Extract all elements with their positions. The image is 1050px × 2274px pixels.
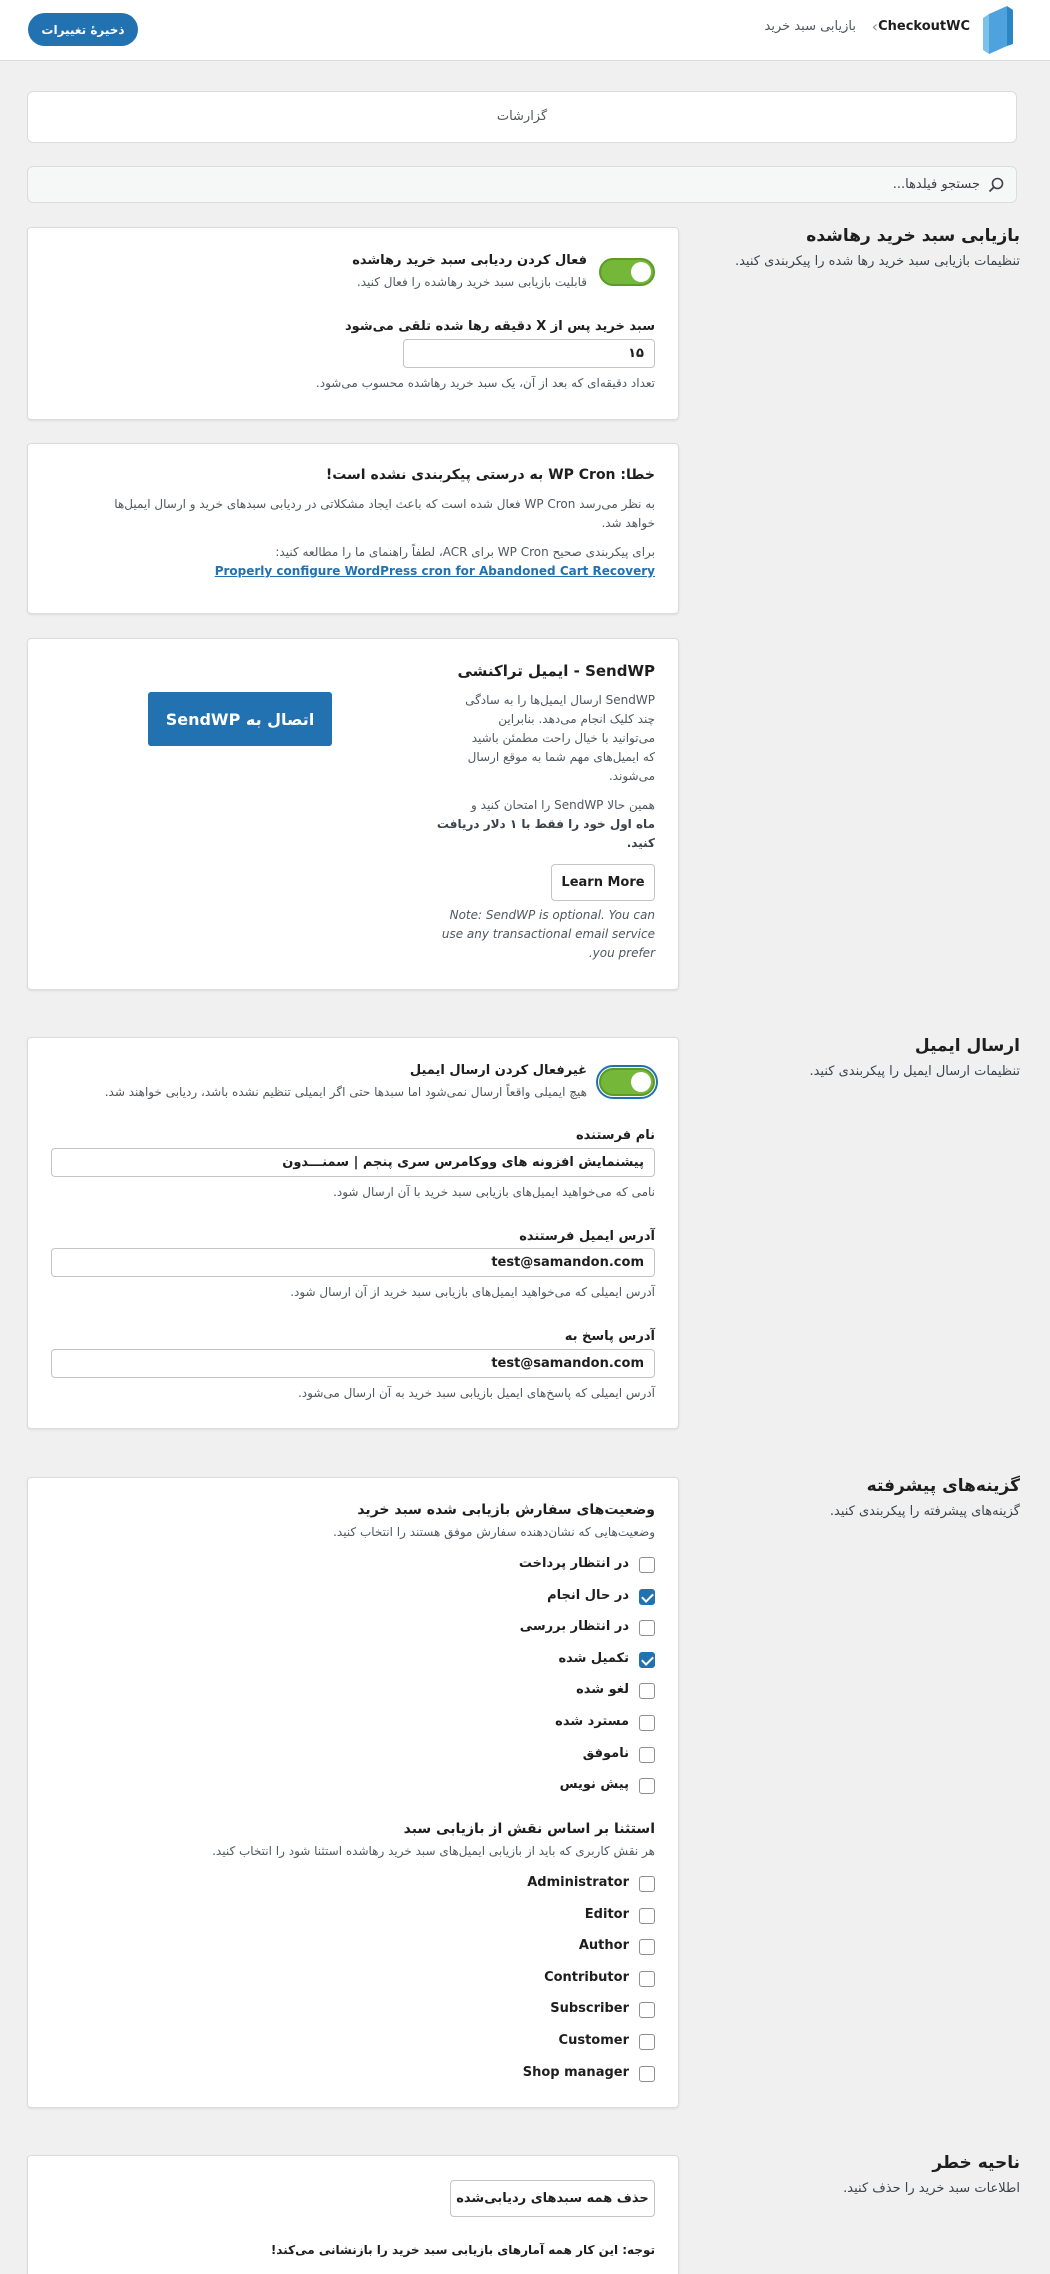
cron-error-guide: برای پیکربندی صحیح WP Cron برای ACR، لطفاً راهنمای ما را مطالعه کنید:: [275, 545, 655, 559]
order-status-checkbox[interactable]: [639, 1778, 655, 1794]
excluded-role-checkbox[interactable]: [639, 1876, 655, 1892]
sendwp-desc-line: چند کلیک انجام می‌دهد. بنابراین: [498, 712, 655, 726]
excluded-role-label: Editor: [584, 1906, 629, 1922]
cron-error-card: [27, 443, 679, 614]
reports-tab[interactable]: گزارشات: [27, 91, 1017, 143]
danger-zone-card: [27, 2155, 679, 2274]
order-status-row[interactable]: [355, 1619, 655, 1637]
from-email-label: آدرس ایمیل فرستنده: [519, 1229, 655, 1244]
sendwp-description: [435, 691, 655, 786]
sendwp-note: [435, 906, 655, 963]
abandon-minutes-help: تعداد دقیقه‌ای که بعد از آن، یک سبد خرید رهاشده محسوب می‌شود.: [315, 376, 655, 390]
order-status-checkbox[interactable]: [639, 1683, 655, 1699]
search-icon: [988, 177, 1004, 193]
order-status-row[interactable]: [355, 1556, 655, 1574]
excluded-role-checkbox[interactable]: [639, 1908, 655, 1924]
from-email-help: آدرس ایمیلی که می‌خواهید ایمیل‌های بازیابی سبد خرید از آن ارسال شود.: [290, 1285, 655, 1299]
excluded-role-label: Administrator: [527, 1875, 629, 1890]
reply-to-input[interactable]: [51, 1349, 655, 1378]
delete-tracked-carts-button[interactable]: حذف همه سبدهای ردیابی‌شده: [450, 2180, 655, 2217]
search-box: [27, 166, 1017, 203]
breadcrumb: بازیابی سبد خرید: [764, 19, 856, 34]
disable-email-label: غیرفعال کردن ارسال ایمیل: [409, 1063, 587, 1078]
sendwp-desc-line: می‌شوند.: [608, 769, 655, 783]
sendwp-desc-line: که ایمیل‌های مهم شما به موقع ارسال: [467, 750, 655, 764]
section-title-advanced: گزینه‌های پیشرفته: [866, 1476, 1020, 1496]
section-desc-email: تنظیمات ارسال ایمیل را پیکربندی کنید.: [809, 1064, 1020, 1079]
advanced-settings-card: [27, 1477, 679, 2108]
order-statuses-title: وضعیت‌های سفارش بازیابی شده سبد خرید: [357, 1502, 655, 1518]
sendwp-note-line: use any transactional email service: [441, 927, 655, 941]
excluded-roles-title: استثنا بر اساس نقش از بازیابی سبد: [403, 1821, 655, 1837]
order-status-row[interactable]: [355, 1746, 655, 1764]
excluded-role-row[interactable]: [355, 2065, 655, 2083]
order-status-row[interactable]: [355, 1714, 655, 1732]
order-status-label: در حال انجام: [547, 1587, 629, 1603]
abandon-minutes-input[interactable]: [403, 339, 655, 368]
from-name-help: نامی که می‌خواهید ایمیل‌های بازیابی سبد خرید با آن ارسال شود.: [333, 1185, 655, 1199]
excluded-role-checkbox[interactable]: [639, 2066, 655, 2082]
excluded-role-row[interactable]: [355, 2001, 655, 2019]
danger-warning: توجه: این کار همه آمارهای بازیابی سبد خرید را بازنشانی می‌کند!: [270, 2243, 655, 2257]
sendwp-card: [27, 638, 679, 990]
excluded-role-row[interactable]: [355, 1938, 655, 1956]
excluded-role-label: Author: [578, 1938, 629, 1954]
reply-to-help: آدرس ایمیلی که پاسخ‌های ایمیل بازیابی سبد خرید به آن ارسال می‌شود.: [297, 1386, 655, 1400]
excluded-roles-desc: هر نقش کاربری که باید از بازیابی ایمیل‌های سبد خرید رهاشده استثنا شود را انتخاب کنید.: [212, 1844, 655, 1858]
sendwp-note-line: .you prefer: [588, 946, 655, 960]
excluded-role-checkbox[interactable]: [639, 1939, 655, 1955]
enable-acr-label: فعال کردن ردیابی سبد خرید رهاشده: [352, 253, 587, 268]
from-name-input[interactable]: [51, 1148, 655, 1177]
sendwp-title: SendWP - ایمیل تراکنشی: [457, 662, 655, 680]
chevron-left-icon: ›: [871, 17, 878, 36]
search-input[interactable]: [80, 167, 980, 202]
excluded-role-label: Customer: [558, 2033, 629, 2048]
enable-acr-desc: قابلیت بازیابی سبد خرید رهاشده را فعال کنید.: [356, 275, 587, 289]
excluded-role-checkbox[interactable]: [639, 1971, 655, 1987]
section-title-acr: بازیابی سبد خرید رهاشده: [806, 226, 1020, 246]
save-changes-button[interactable]: ذخیرهٔ تغییرات: [28, 13, 138, 46]
excluded-role-checkbox[interactable]: [639, 2034, 655, 2050]
excluded-role-row[interactable]: [355, 2033, 655, 2051]
sendwp-offer-line: همین حالا SendWP را امتحان کنید و: [471, 798, 655, 812]
acr-settings-card: [27, 227, 679, 420]
order-status-row[interactable]: [355, 1588, 655, 1606]
checkoutwc-logo-icon: [979, 4, 1017, 54]
reply-to-label: آدرس پاسخ به: [564, 1329, 655, 1344]
connect-sendwp-button[interactable]: اتصال به SendWP: [148, 692, 332, 746]
excluded-role-label: Subscriber: [550, 2001, 629, 2017]
enable-acr-toggle[interactable]: [599, 258, 655, 286]
learn-more-button[interactable]: Learn More: [551, 864, 655, 901]
order-status-label: ناموفق: [582, 1745, 629, 1761]
abandon-minutes-label: سبد خرید پس از X دقیقه رها شده تلقی می‌شود: [345, 319, 655, 334]
section-title-email: ارسال ایمیل: [914, 1036, 1020, 1056]
sendwp-note-line: Note: SendWP is optional. You can: [449, 908, 655, 922]
order-status-label: تکمیل شده: [558, 1650, 629, 1666]
sendwp-offer-line: کنید.: [626, 836, 655, 850]
disable-email-toggle[interactable]: [599, 1068, 655, 1096]
sendwp-desc-line: SendWP ارسال ایمیل‌ها را به سادگی: [465, 693, 655, 707]
order-statuses-desc: وضعیت‌هایی که نشان‌دهنده سفارش موفق هستند را انتخاب کنید.: [333, 1525, 655, 1539]
disable-email-desc: هیچ ایمیلی واقعاً ارسال نمی‌شود اما سبدها حتی اگر ایمیلی تنظیم نشده باشد، ردیابی خواهند شد.: [104, 1085, 587, 1099]
section-title-danger: ناحیه خطر: [932, 2153, 1020, 2173]
order-status-row[interactable]: [355, 1682, 655, 1700]
from-name-label: نام فرستنده: [576, 1128, 655, 1143]
excluded-role-label: Contributor: [544, 1969, 629, 1985]
from-email-input[interactable]: [51, 1248, 655, 1277]
excluded-role-row[interactable]: [355, 1970, 655, 1988]
cron-error-body-line2: خواهد شد.: [601, 516, 655, 530]
order-status-checkbox[interactable]: [639, 1589, 655, 1605]
order-status-checkbox[interactable]: [639, 1557, 655, 1573]
excluded-role-row[interactable]: [355, 1907, 655, 1925]
order-status-label: مسترد شده: [555, 1714, 629, 1729]
sendwp-offer-line: ماه اول خود را فقط با ۱ دلار دریافت: [436, 817, 655, 831]
toggle-knob: [631, 1072, 651, 1092]
email-settings-card: [27, 1037, 679, 1429]
order-status-label: در انتظار بررسی: [519, 1619, 629, 1635]
order-status-checkbox[interactable]: [639, 1715, 655, 1731]
top-bar: [0, 0, 1050, 61]
order-status-checkbox[interactable]: [639, 1620, 655, 1636]
order-status-label: لغو شده: [576, 1682, 629, 1698]
order-status-checkbox[interactable]: [639, 1747, 655, 1763]
section-desc-acr: تنظیمات بازیابی سبد خرید رها شده را پیکربندی کنید.: [734, 254, 1020, 269]
section-desc-danger: اطلاعات سبد خرید را حذف کنید.: [843, 2181, 1020, 2196]
brand-name[interactable]: CheckoutWC: [878, 19, 970, 34]
cron-guide-link[interactable]: Properly configure WordPress cron for Abandoned Cart Recovery: [214, 564, 655, 578]
section-desc-advanced: گزینه‌های پیشرفته را پیکربندی کنید.: [829, 1504, 1020, 1519]
order-status-checkbox[interactable]: [639, 1652, 655, 1668]
order-status-label: در انتظار پرداخت: [518, 1556, 629, 1571]
order-status-row[interactable]: [355, 1651, 655, 1669]
excluded-role-row[interactable]: [355, 1875, 655, 1893]
order-status-label: پیش نویس: [559, 1777, 629, 1793]
toggle-knob: [631, 262, 651, 282]
sendwp-desc-line: می‌توانید با خیال راحت مطمئن باشید: [471, 731, 655, 745]
order-status-row[interactable]: [355, 1777, 655, 1795]
sendwp-offer: [435, 796, 655, 853]
cron-error-title: خطا: WP Cron به درستی پیکربندی نشده است!: [325, 467, 655, 483]
excluded-role-label: Shop manager: [522, 2064, 629, 2080]
cron-error-body-line1: به نظر می‌رسد WP Cron فعال شده است که باعث ایجاد مشکلاتی در ردیابی سبدهای خرید و ارسال ایمیل‌ها: [114, 497, 655, 511]
excluded-role-checkbox[interactable]: [639, 2002, 655, 2018]
